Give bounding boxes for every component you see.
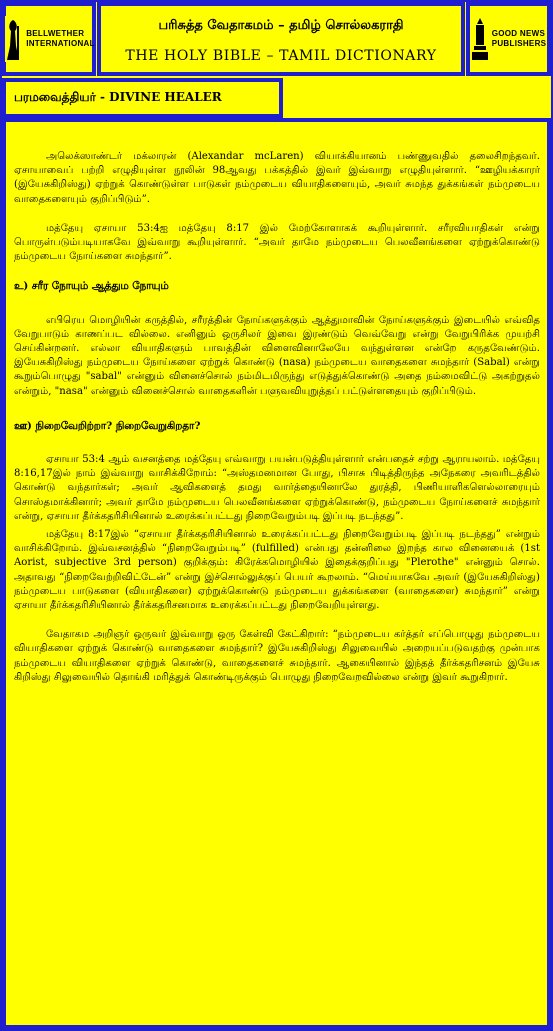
subheading-physical-spiritual: உ) சரீர நோயும் ஆத்தும நோயும் bbox=[14, 280, 169, 293]
paragraph-3: எபிரெய மொழியின் கருத்தில், சரீரத்தின் நோய்களுக்கும் ஆத்துமாவின் நோய்களுக்கும் இடையில் எவ்வித வேறுபாடும் காணப்பட வில்லை. எனினும் ஒருசிலர் இவை இரண்டும் வெவ்வேறு என்று வேறுபிரிக்க முயற்சி செய்கின்றனர். எல்லா வியாதிகளும் பாவத்தின் விளைவினாலேயே வந்துள்ளன என்றே கருதவேண்டும். இயேசுகிறிஸ்து நம்முடைய நோய்களை ஏற்றுக் கொண்டு (nasa) நம்முடைய வாதைகளை சுமந்தார் (Sabal) என்று கூறும்பொழுது "sabal" என்னும் வினைச்சொல் நம்மிடமிருந்து எடுத்துக்கொண்டு அதை நம்மைவிட்டு அகற்றுதல் என்றும், "nasa" என்னும் வினைச்சொல் வாதைகளின் பளுவவியுறுத்தப் பட்டுள்ளதையும் குறிப்பிடும். bbox=[14, 314, 540, 397]
paragraph-6: வேதாகம அறிஞர் ஒருவர் இவ்வாறு ஒரு கேள்வி கேட்கிறார்: “நம்முடைய கர்த்தர் எப்பொழுது நம்முடைய வியாதிகளை ஏற்றுக் கொண்டு வாதைகளை சுமந்தார்? இயேசுகிறிஸ்து சிலுவையில் அறையப்படுவதற்கு முன்பாக நம்முடைய வியாதிகளை ஏற்றுக் கொண்டு, வாதைகளைச் சுமந்தார். ஆகையினால் இந்தத் தீர்க்கதரிசனம் இயேசு கிறிஸ்து சிலுவையில் தொங்கி மரித்துக் கொண்டிருக்கும் பொழுது நிறைவேறவில்லை என்று இவர் கூறுகிறார். bbox=[14, 629, 540, 683]
title-tamil: பரிசுத்த வேதாகமம் – தமிழ் சொல்லகராதி bbox=[158, 18, 404, 33]
paragraph-5: மத்தேயு 8:17இல் “ஏசாயா தீர்க்கதரிசியினால் உரைக்கப்பட்டது நிறைவேறும்படி இப்படி நடந்தது” என்றும் வாசிக்கிறோம். இவ்வசனத்தில் “நிறைவேறும்படி” (fulfilled) என்பது தன்னிலை இறந்த கால வினையைக் (1st Aorist, subjective 3rd person) குறிக்கும்: கிரேக்கமொழியில் இதைக்குறிப்பது "Plerothe" என்னும் சொல். அதாவது “நிறைவேற்றிவிட்டேன்” என்று இச்சொல்லுக்குப் பெயர் கூறலாம். “மெய்யாகவே அவர் (இயேசுகிறிஸ்து) நம்முடைய பாடுகளை (வியாதிகளை) ஏற்றுக்கொண்டு நம்முடைய துக்கங்களை (வாதைகளை) சுமந்தார்” என்று ஏசாயா தீர்க்கதரிசியினால் தீர்க்கதரிசனமாக உரைக்கப்பட்டது நிறைவேறியுள்ளது. bbox=[14, 529, 540, 612]
title-box bbox=[97, 2, 465, 76]
paragraph-2: மத்தேயு ஏசாயா 53:4ஐ மத்தேயு 8:17 இல் மேற்கோளாகக் கூறியுள்ளார். சரீரவியாதிகள் என்று பொருள்படும்படியாகவே இவ்வாறு கூறியுள்ளார். “அவர் தாமே நம்முடைய பெலவீனங்களை ஏற்றுக்கொண்டு நம்முடைய நோய்களை சுமந்தார்”. bbox=[14, 222, 540, 263]
section-title-box bbox=[2, 78, 283, 118]
bellwether-logo-line1: BELLWETHER bbox=[26, 29, 85, 38]
bellwether-logo-line2: INTERNATIONAL bbox=[26, 39, 95, 48]
title-english: THE HOLY BIBLE – TAMIL DICTIONARY bbox=[125, 48, 437, 64]
good-news-logo-line2: PUBLISHERS bbox=[491, 39, 547, 48]
section-title: பரமவைத்தியர் - DIVINE HEALER bbox=[14, 90, 222, 104]
lamp-icon bbox=[471, 16, 489, 62]
paragraph-1: அலெக்ஸாண்டர் மக்லாரன் (Alexandar mcLaren) வியாக்கியானம் பண்ணுவதில் தலைசிறந்தவர். ஏசாயாவைப் பற்றி எழுதியுள்ள நூலின் 98ஆவது பக்கத்தில் இவர் இவ்வாறு எழுதியுள்ளார். “ஊழியக்காரர் (இயேசுகிறிஸ்து) ஏற்றுக் கொண்டுள்ள பாடுகள் நம்முடைய வியாதிகளையும், அவர் சுமந்த துக்கங்கள் நம்முடைய வாதைகளையும் குறிப்பிடும்”. bbox=[14, 151, 540, 205]
article-body bbox=[14, 150, 540, 685]
shepherd-icon bbox=[3, 16, 23, 62]
subheading-fulfilled: ஊ) நிறைவேறிற்றா? நிறைவேறுகிறதா? bbox=[14, 419, 201, 432]
bellwether-logo-box bbox=[2, 2, 96, 76]
paragraph-4: ஏசாயா 53:4 ஆம் வசனத்தை மத்தேயு எவ்வாறு பயன்படுத்தியுள்ளார் என்பதைச் சற்று ஆராயலாம். மத்தேயு 8:16,17இல் நாம் இவ்வாறு வாசிக்கிறோம்: “அஸ்தமனமான போது, பிசாசு பிடித்திருந்த அநேகரை அவரிடத்தில் கொண்டு வந்தார்கள்; அவர் ஆவிகளைத் தமது வார்த்தையினாலே துரத்தி, பிணியாளிகளெல்லாரையும் சொஸ்தமாக்கினார்; அவர் தாமே நம்முடைய பெலவீனங்களை ஏற்றுக்கொண்டு, நம்முடைய நோய்களைச் சுமந்தார் என்று, ஏசாயா தீர்க்கதரிசியினால் உரைக்கப்பட்டது நிறைவேறும்படி இப்படி நடந்தது”. bbox=[14, 454, 540, 522]
good-news-logo-box bbox=[466, 2, 551, 76]
good-news-logo-line1: GOOD NEWS bbox=[491, 29, 546, 38]
